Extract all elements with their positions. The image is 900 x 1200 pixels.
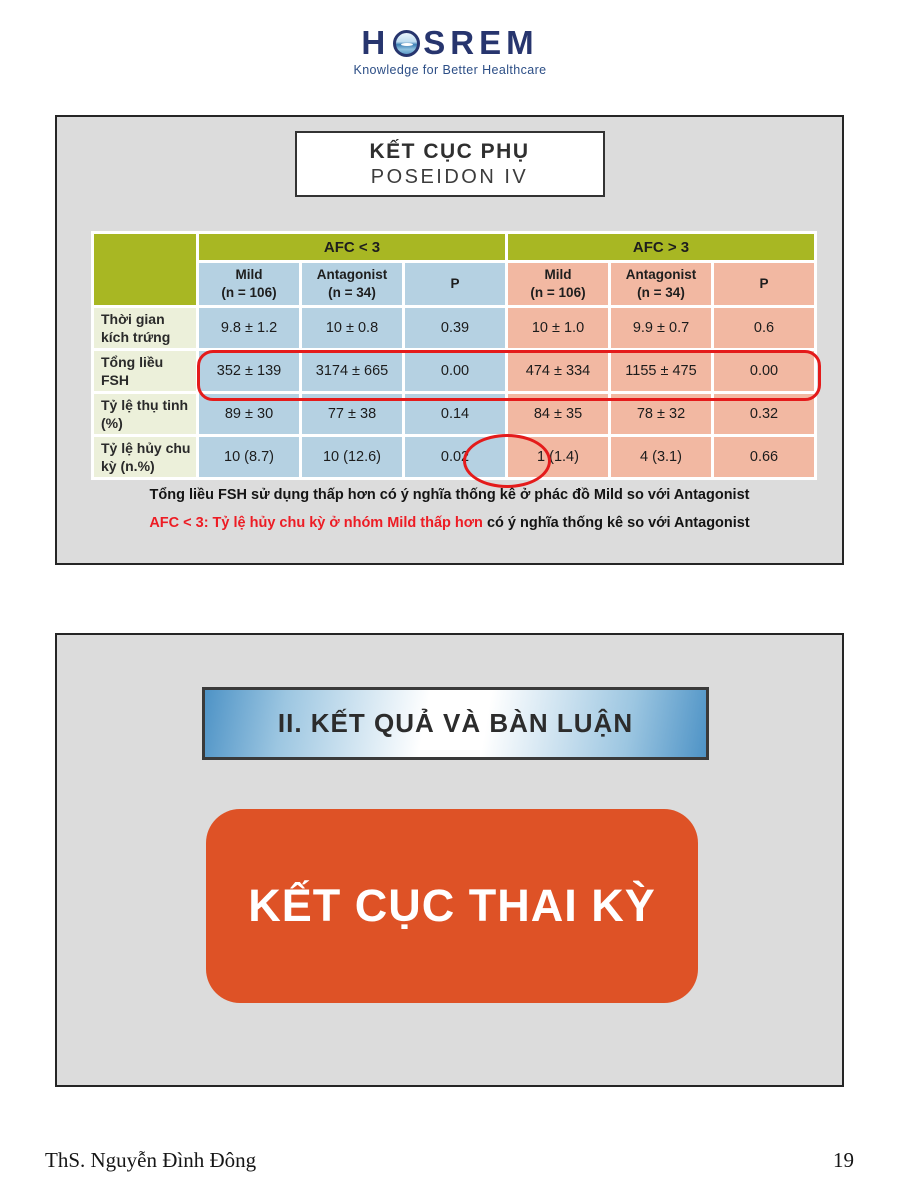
cell-value: 10 ± 1.0	[508, 308, 608, 348]
globe-icon	[393, 30, 420, 57]
cell-value: 0.32	[714, 394, 814, 434]
logo-tagline: Knowledge for Better Healthcare	[353, 63, 547, 77]
cell-value: 9.8 ± 1.2	[199, 308, 299, 348]
note-line-2-red: AFC < 3: Tỷ lệ hủy chu kỳ ở nhóm Mild thấp hơn	[149, 515, 483, 531]
row-label: Tỷ lệ hủy chu kỳ (n.%)	[94, 437, 196, 477]
cell-value: 10 (12.6)	[302, 437, 402, 477]
row-label: Tổng liều FSH	[94, 351, 196, 391]
cell-value-circled: 0.02	[405, 437, 505, 477]
ket-cuc-thai-ky-box	[206, 809, 698, 1003]
slide1-notes	[57, 481, 842, 537]
sub-header-p-gt3: P	[714, 263, 814, 305]
table-sub-header-row	[94, 263, 814, 305]
sub-header-antagonist-lt3: Antagonist (n = 34)	[302, 263, 402, 305]
cell-value: 0.14	[405, 394, 505, 434]
section-banner-text: II. KẾT QUẢ VÀ BÀN LUẬN	[277, 708, 634, 738]
cell-value: 1 (1.4)	[508, 437, 608, 477]
cell-value: 0.66	[714, 437, 814, 477]
ket-cuc-thai-ky-text: KẾT CỤC THAI KỲ	[248, 880, 656, 931]
cell-value: 3174 ± 665	[302, 351, 402, 391]
cell-value: 9.9 ± 0.7	[611, 308, 711, 348]
cell-value: 10 (8.7)	[199, 437, 299, 477]
cell-value: 1155 ± 475	[611, 351, 711, 391]
slide1-subtitle: POSEIDON IV	[370, 165, 529, 188]
note-line-1: Tổng liều FSH sử dụng thấp hơn có ý nghĩa thống kê ở phác đồ Mild so với Antagonist	[149, 487, 750, 503]
poseidon-table-wrap	[91, 231, 817, 480]
note-line-2	[57, 509, 842, 537]
slide1-title: KẾT CỤC PHỤ	[369, 139, 530, 163]
cell-value: 78 ± 32	[611, 394, 711, 434]
row-label: Tỷ lệ thụ tinh (%)	[94, 394, 196, 434]
logo-text-right: SREM	[423, 24, 539, 61]
group-header-afc-gt3: AFC > 3	[508, 234, 814, 260]
cell-value: 0.00	[405, 351, 505, 391]
slide-ket-qua-ban-luan	[55, 633, 844, 1087]
logo-text-left: H	[361, 24, 391, 61]
footer-page-number: 19	[833, 1148, 854, 1172]
sub-header-p-lt3: P	[405, 263, 505, 305]
hosrem-logo-text	[361, 26, 538, 59]
table-corner-cell	[94, 234, 196, 305]
cell-value: 4 (3.1)	[611, 437, 711, 477]
cell-value: 474 ± 334	[508, 351, 608, 391]
cell-value: 10 ± 0.8	[302, 308, 402, 348]
note-line-2-black: có ý nghĩa thống kê so với Antagonist	[482, 515, 750, 531]
table-row	[94, 394, 814, 434]
cell-value: 84 ± 35	[508, 394, 608, 434]
sub-header-mild-gt3: Mild (n = 106)	[508, 263, 608, 305]
section-banner	[202, 687, 709, 760]
cell-value: 89 ± 30	[199, 394, 299, 434]
cell-value: 0.39	[405, 308, 505, 348]
table-row	[94, 351, 814, 391]
cell-value: 77 ± 38	[302, 394, 402, 434]
slide-ket-cuc-phu	[55, 115, 844, 565]
hosrem-logo	[0, 26, 900, 77]
table-row	[94, 308, 814, 348]
poseidon-results-table	[91, 231, 817, 480]
table-row	[94, 437, 814, 477]
sub-header-mild-lt3: Mild (n = 106)	[199, 263, 299, 305]
cell-value: 0.6	[714, 308, 814, 348]
cell-value: 0.00	[714, 351, 814, 391]
group-header-afc-lt3: AFC < 3	[199, 234, 505, 260]
cell-value: 352 ± 139	[199, 351, 299, 391]
row-label: Thời gian kích trứng	[94, 308, 196, 348]
slide1-title-box	[295, 131, 605, 197]
footer-author: ThS. Nguyễn Đình Đông	[45, 1148, 257, 1172]
sub-header-antagonist-gt3: Antagonist (n = 34)	[611, 263, 711, 305]
table-group-header-row	[94, 234, 814, 260]
